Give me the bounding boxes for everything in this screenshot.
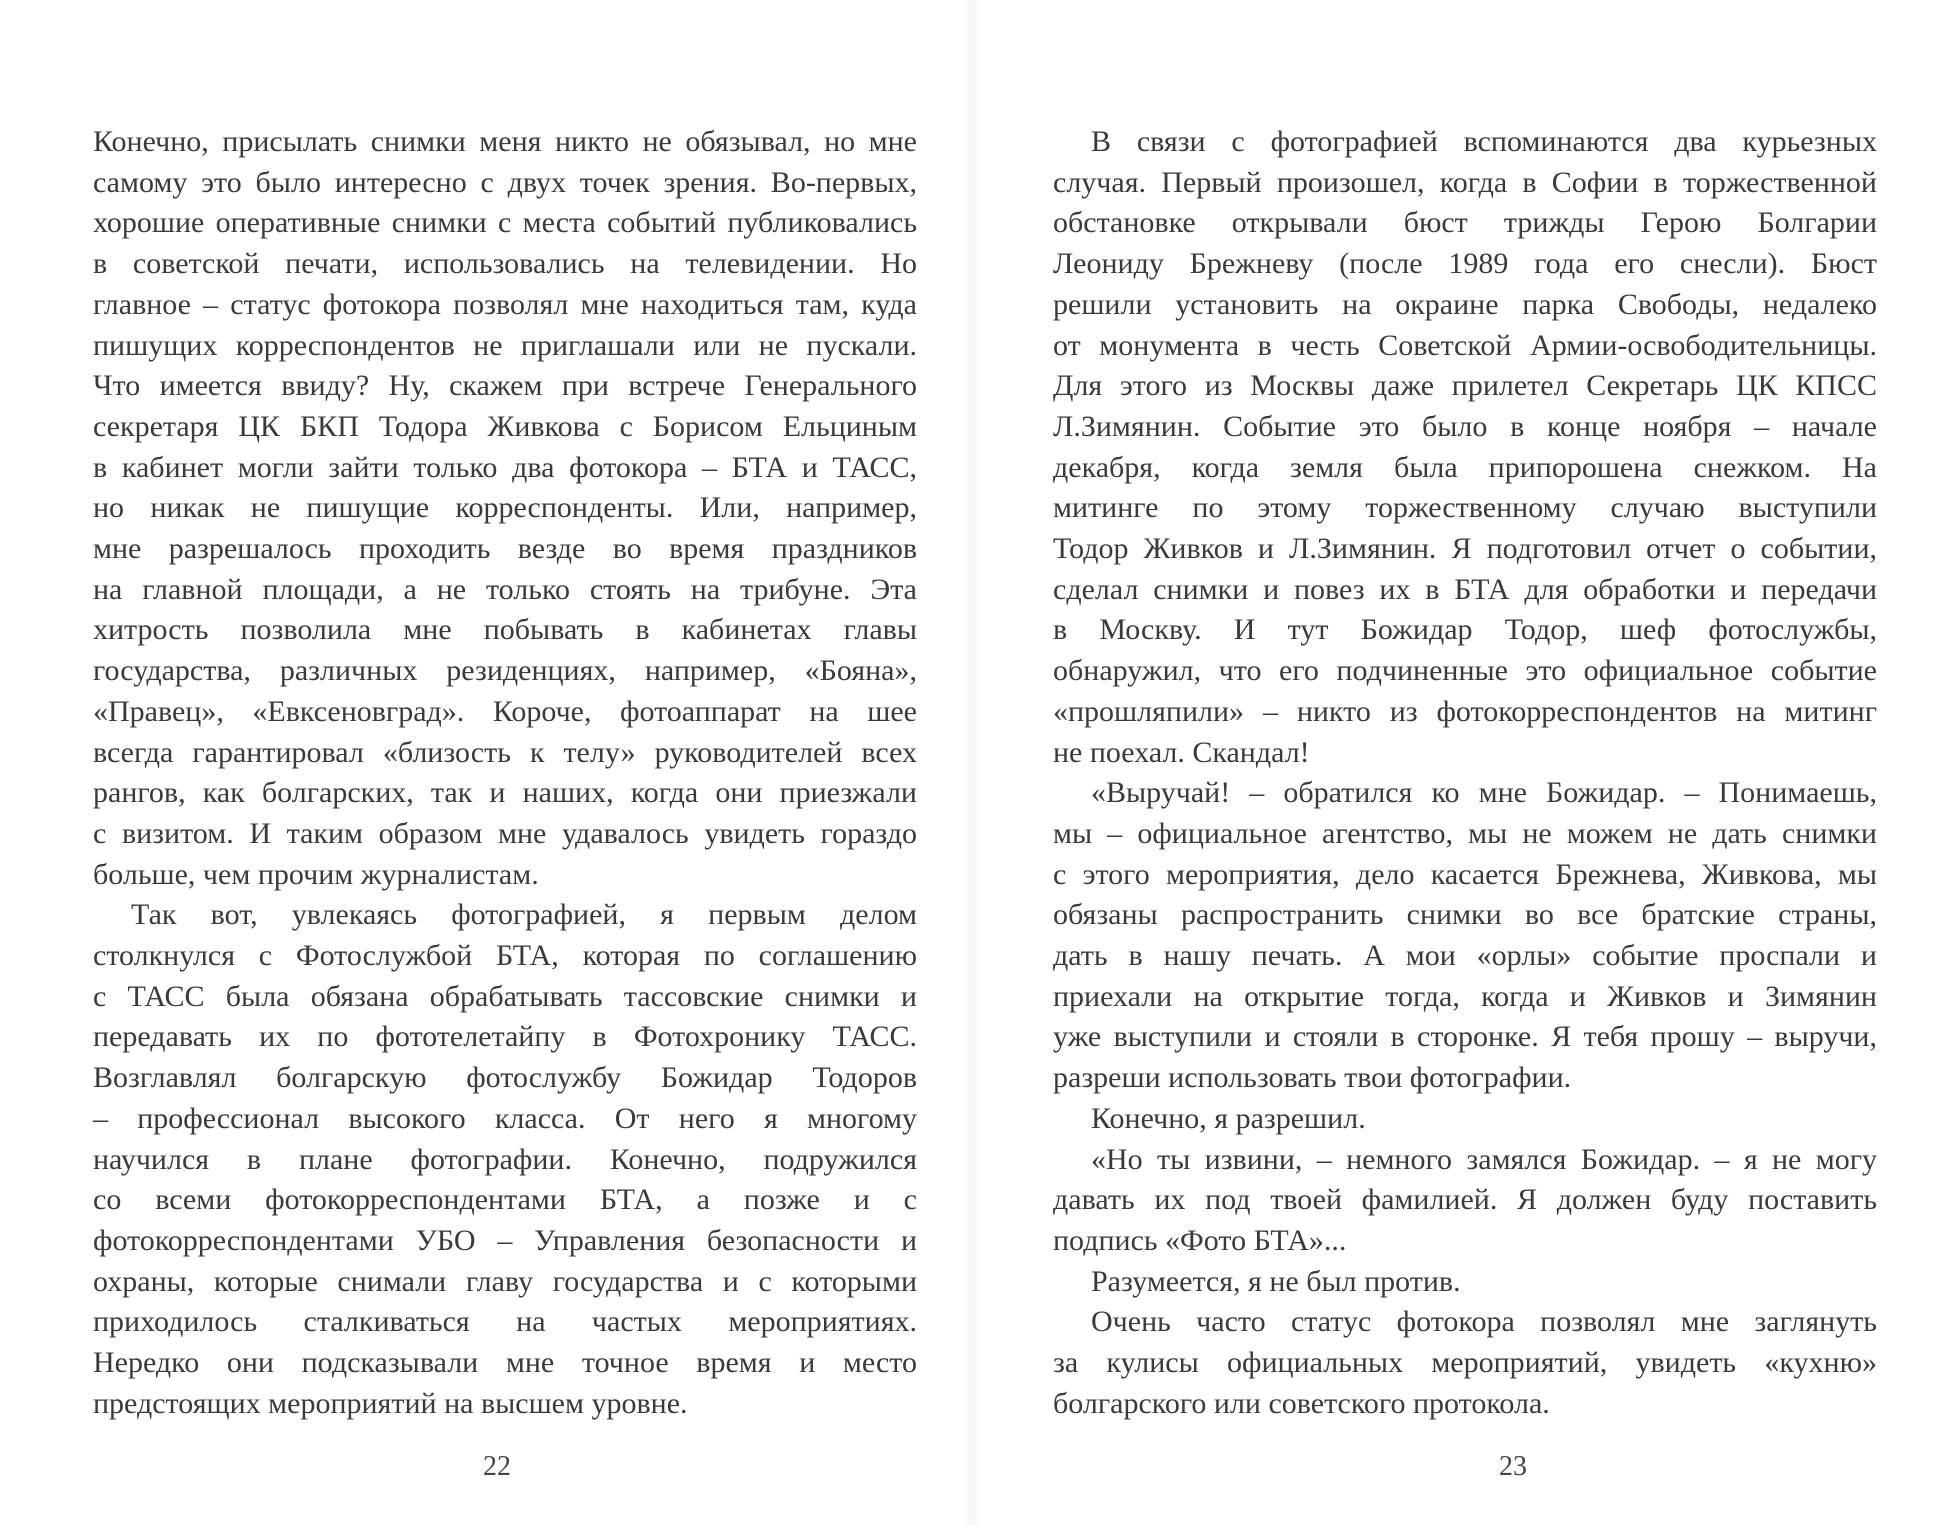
text-line: столкнулся с Фотослужбой БТА, которая по соглашению <box>93 939 917 973</box>
text-line: «Но ты извини, – немного замялся Божидар. – я не могу <box>1091 1142 1877 1176</box>
text-line: в советской печати, использовались на телевидении. Но <box>93 247 917 281</box>
text-line: Что имеется ввиду? Ну, скажем при встрече Генерального <box>93 369 917 403</box>
text-line: обязаны распространить снимки во все братские страны, <box>1053 898 1877 932</box>
text-line: всегда гарантировал «близость к телу» руководителей всех <box>93 735 917 769</box>
text-line: со всеми фотокорреспондентами БТА, а позже и с <box>93 1183 917 1217</box>
text-line: за кулисы официальных мероприятий, увидеть «кухню» <box>1053 1346 1877 1380</box>
text-line: «прошляпили» – никто из фотокорреспондентов на митинг <box>1053 694 1877 728</box>
text-line: приходилось сталкиваться на частых мероприятиях. <box>93 1305 917 1339</box>
text-line: давать их под твоей фамилией. Я должен буду поставить <box>1053 1183 1877 1217</box>
right-page-text <box>1053 122 1877 1425</box>
text-line: Возглавлял болгарскую фотослужбу Божидар Тодоров <box>93 1061 917 1095</box>
text-line: научился в плане фотографии. Конечно, подружился <box>93 1142 917 1176</box>
text-line: секретаря ЦК БКП Тодора Живкова с Борисом Ельциным <box>93 409 917 443</box>
left-page-text <box>93 122 917 1425</box>
page-number-right: 23 <box>1499 1451 1527 1482</box>
text-line: обстановке открывали бюст трижды Герою Болгарии <box>1053 206 1877 240</box>
text-line: сделал снимки и повез их в БТА для обработки и передачи <box>1053 572 1877 606</box>
text-line: Разумеется, я не был против. <box>1091 1264 1461 1298</box>
text-line: уже выступили и стояли в сторонке. Я тебя прошу – выручи, <box>1053 1020 1877 1054</box>
text-line: Конечно, я разрешил. <box>1091 1101 1366 1135</box>
text-line: с этого мероприятия, дело касается Брежнева, Живкова, мы <box>1053 857 1877 891</box>
text-line: не поехал. Скандал! <box>1053 735 1310 769</box>
text-line: в Москву. И тут Божидар Тодор, шеф фотослужбы, <box>1053 613 1877 647</box>
text-line: рангов, как болгарских, так и наших, когда они приезжали <box>93 776 917 810</box>
text-line: В связи с фотографией вспоминаются два курьезных <box>1091 125 1877 158</box>
text-line: от монумента в честь Советской Армии-освободительницы. <box>1053 328 1877 362</box>
text-line: «Правец», «Евксеновград». Короче, фотоаппарат на шее <box>93 694 917 728</box>
text-line: на главной площади, а не только стоять на трибуне. Эта <box>93 572 917 606</box>
text-line: «Выручай! – обратился ко мне Божидар. – Понимаешь, <box>1091 776 1877 810</box>
text-line: обнаружил, что его подчиненные это официальное событие <box>1053 654 1877 688</box>
text-line: с ТАСС была обязана обрабатывать тассовские снимки и <box>93 979 917 1013</box>
text-line: – профессионал высокого класса. От него я многому <box>93 1101 917 1135</box>
text-line: мы – официальное агентство, мы не можем не дать снимки <box>1053 816 1877 850</box>
text-line: Нередко они подсказывали мне точное время и место <box>93 1346 917 1380</box>
text-line: фотокорреспондентами УБО – Управления безопасности и <box>93 1223 917 1257</box>
text-line: предстоящих мероприятий на высшем уровне. <box>93 1386 688 1420</box>
text-line: Так вот, увлекаясь фотографией, я первым делом <box>131 898 917 932</box>
text-line: пишущих корреспондентов не приглашали или не пускали. <box>93 328 917 362</box>
text-line: случая. Первый произошел, когда в Софии в торжественной <box>1053 165 1877 199</box>
text-line: декабря, когда земля была припорошена снежком. На <box>1053 450 1877 484</box>
page-number-left: 22 <box>483 1451 511 1482</box>
text-line: Тодор Живков и Л.Зимянин. Я подготовил отчет о событии, <box>1053 532 1877 566</box>
text-line: самому это было интересно с двух точек зрения. Во-первых, <box>93 165 917 199</box>
text-line: Очень часто статус фотокора позволял мне заглянуть <box>1091 1305 1877 1339</box>
text-line: митинге по этому торжественному случаю выступили <box>1053 491 1877 525</box>
text-line: больше, чем прочим журналистам. <box>93 857 539 891</box>
text-line: мне разрешалось проходить везде во время праздников <box>93 532 917 566</box>
text-line: хорошие оперативные снимки с места событий публиковались <box>93 206 917 240</box>
text-line: охраны, которые снимали главу государства и с которыми <box>93 1264 917 1298</box>
text-line: но никак не пишущие корреспонденты. Или, например, <box>93 491 917 525</box>
text-line: Конечно, присылать снимки меня никто не обязывал, но мне <box>93 125 917 158</box>
right-page <box>972 0 1944 1525</box>
text-line: дать в нашу печать. А мои «орлы» событие проспали и <box>1053 939 1877 973</box>
text-line: Л.Зимянин. Событие это было в конце ноября – начале <box>1053 409 1877 443</box>
text-line: государства, различных резиденциях, например, «Бояна», <box>93 654 917 688</box>
text-line: главное – статус фотокора позволял мне находиться там, куда <box>93 287 917 321</box>
text-line: передавать их по фототелетайпу в Фотохронику ТАСС. <box>93 1020 917 1054</box>
text-line: подпись «Фото БТА»... <box>1053 1223 1347 1257</box>
text-line: хитрость позволила мне побывать в кабинетах главы <box>93 613 917 647</box>
text-line: с визитом. И таким образом мне удавалось увидеть гораздо <box>93 816 917 850</box>
text-line: решили установить на окраине парка Свободы, недалеко <box>1053 287 1877 321</box>
text-line: в кабинет могли зайти только два фотокора – БТА и ТАСС, <box>93 450 917 484</box>
text-line: Леониду Брежневу (после 1989 года его снесли). Бюст <box>1053 247 1877 281</box>
text-line: приехали на открытие тогда, когда и Живков и Зимянин <box>1053 979 1877 1013</box>
text-line: разреши использовать твои фотографии. <box>1053 1061 1572 1095</box>
text-line: болгарского или советского протокола. <box>1053 1386 1550 1420</box>
text-line: Для этого из Москвы даже прилетел Секретарь ЦК КПСС <box>1053 369 1877 403</box>
